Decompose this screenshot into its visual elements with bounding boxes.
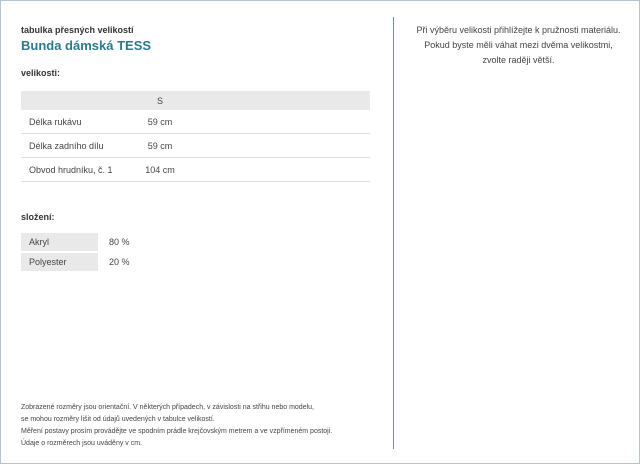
disclaimer-line: se mohou rozměry lišit od údajů uvedených v tabulce velikostí. xyxy=(21,416,215,423)
table-row xyxy=(21,134,370,158)
sizes-header-empty xyxy=(21,91,134,110)
material-name: Akryl xyxy=(21,233,98,251)
advice-line: Pokud byste měli váhat mezi dvěma velikostmi, xyxy=(424,40,613,50)
column-divider xyxy=(393,17,394,449)
disclaimer-text xyxy=(21,402,371,450)
advice-line: zvolte raději větší. xyxy=(482,55,555,65)
material-percent: 20 % xyxy=(109,257,130,267)
table-row xyxy=(21,158,370,182)
measure-name: Délka zadního dílu xyxy=(21,134,134,158)
size-chart-left-column xyxy=(21,1,371,463)
table-row xyxy=(21,253,130,271)
measure-value: 59 cm xyxy=(134,110,186,134)
sizes-section-label: velikosti: xyxy=(21,68,61,78)
chart-subtitle: tabulka přesných velikostí xyxy=(21,25,134,35)
measure-value: 104 cm xyxy=(134,158,186,182)
sizes-header-row xyxy=(21,91,370,110)
material-percent: 80 % xyxy=(109,237,130,247)
sizes-header-filler xyxy=(186,91,370,110)
product-title: Bunda dámská TESS xyxy=(21,38,152,53)
table-row xyxy=(21,110,370,134)
disclaimer-line: Měření postavy prosím provádějte ve spodním prádle krejčovským metrem a ve vzpřímeném postoji. xyxy=(21,428,333,435)
table-row xyxy=(21,233,130,251)
sizes-table xyxy=(21,91,370,182)
disclaimer-line: Zobrazené rozměry jsou orientační. V některých případech, v závislosti na střihu nebo modelu, xyxy=(21,404,314,411)
row-filler xyxy=(186,110,370,134)
size-column-header: S xyxy=(134,91,186,110)
size-advice-note xyxy=(406,23,631,68)
composition-table xyxy=(21,231,130,273)
material-name: Polyester xyxy=(21,253,98,271)
measure-name: Délka rukávu xyxy=(21,110,134,134)
row-filler xyxy=(186,158,370,182)
disclaimer-line: Údaje o rozměrech jsou uváděny v cm. xyxy=(21,440,142,447)
composition-section-label: složení: xyxy=(21,212,55,222)
measure-value: 59 cm xyxy=(134,134,186,158)
row-filler xyxy=(186,134,370,158)
measure-name: Obvod hrudníku, č. 1 xyxy=(21,158,134,182)
advice-line: Při výběru velikosti přihlížejte k pružnosti materiálu. xyxy=(416,25,621,35)
